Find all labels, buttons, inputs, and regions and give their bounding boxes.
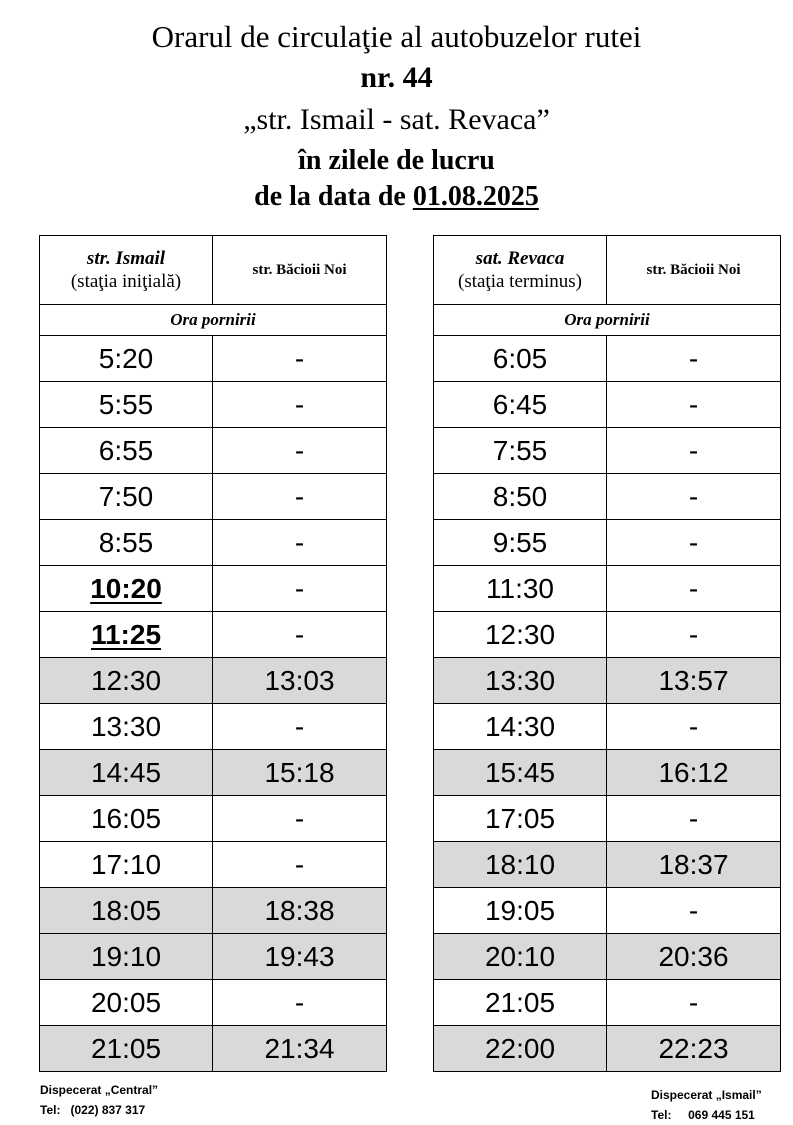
departure-time — [40, 428, 213, 474]
table-row — [40, 566, 387, 612]
mid-stop-time: 19:43 — [213, 934, 387, 980]
mid-stop-time: 18:37 — [607, 842, 781, 888]
departure-time-text: 8:55 — [98, 526, 154, 558]
table-row — [40, 750, 387, 796]
timetable-left — [39, 235, 387, 1072]
departure-time-text: 5:20 — [98, 342, 154, 374]
mid-stop-time: - — [213, 474, 387, 520]
table-row — [434, 704, 781, 750]
mid-stop-time: - — [607, 566, 781, 612]
table-row — [434, 888, 781, 934]
table-row — [434, 428, 781, 474]
departure-time-text: 21:05 — [484, 986, 556, 1018]
departure-time-text: 7:55 — [492, 434, 548, 466]
mid-stop-time: 15:18 — [213, 750, 387, 796]
table-row — [434, 842, 781, 888]
departure-time — [434, 428, 607, 474]
departure-time-text: 19:10 — [90, 940, 162, 972]
phone-label: Tel: — [651, 1108, 672, 1122]
departure-time-text: 14:45 — [90, 756, 162, 788]
departure-time — [40, 704, 213, 750]
mid-stop-time: - — [607, 888, 781, 934]
departure-time-text: 19:05 — [484, 894, 556, 926]
mid-stop-time: - — [213, 704, 387, 750]
departure-time — [434, 704, 607, 750]
table-row — [40, 520, 387, 566]
departure-time — [434, 888, 607, 934]
departure-time-text: 15:45 — [484, 756, 556, 788]
mid-stop-time: - — [607, 382, 781, 428]
table-row — [434, 474, 781, 520]
departure-time — [434, 566, 607, 612]
footer-dispatch-ismail — [651, 1085, 762, 1125]
table-row — [434, 750, 781, 796]
table-row — [40, 428, 387, 474]
phone-number: (022) 837 317 — [70, 1103, 146, 1117]
table-row — [40, 796, 387, 842]
departure-time-text: 10:20 — [90, 572, 162, 604]
route-number: nr. 44 — [360, 61, 433, 94]
mid-stop-time: - — [607, 428, 781, 474]
mid-stop-time: - — [213, 842, 387, 888]
phone-label: Tel: — [40, 1103, 61, 1117]
departure-time — [434, 934, 607, 980]
departure-time — [434, 382, 607, 428]
table-row — [40, 934, 387, 980]
departure-time-text: 7:50 — [98, 480, 154, 512]
mid-stop-time: - — [213, 612, 387, 658]
start-stop-note: (staţia iniţială) — [70, 271, 182, 292]
departure-time — [40, 336, 213, 382]
table-row — [434, 382, 781, 428]
route-name: „str. Ismail - sat. Revaca” — [243, 103, 550, 136]
departure-time-text: 6:55 — [98, 434, 154, 466]
departure-time — [434, 796, 607, 842]
mid-stop-time: 21:34 — [213, 1026, 387, 1072]
table-row — [434, 612, 781, 658]
mid-stop-header: str. Băcioii Noi — [607, 236, 781, 305]
mid-stop-time: - — [213, 796, 387, 842]
departure-time-text: 20:10 — [484, 940, 556, 972]
mid-stop-header: str. Băcioii Noi — [213, 236, 387, 305]
departure-time — [434, 474, 607, 520]
departure-time — [434, 842, 607, 888]
table-row — [434, 980, 781, 1026]
departure-time-text: 16:05 — [90, 802, 162, 834]
dispatch-phone-line — [651, 1105, 762, 1125]
mid-stop-time: - — [213, 980, 387, 1026]
mid-stop-time: - — [213, 566, 387, 612]
start-stop-name: str. Ismail — [86, 248, 166, 269]
departure-time-text: 8:50 — [492, 480, 548, 512]
phone-number: 069 445 151 — [688, 1108, 755, 1122]
table-row — [40, 474, 387, 520]
timetable-right — [433, 235, 781, 1072]
table-row — [40, 888, 387, 934]
title-line: Orarul de circulaţie al autobuzelor rutei — [151, 19, 642, 54]
departure-time — [40, 612, 213, 658]
departure-time — [434, 336, 607, 382]
mid-stop-time: 22:23 — [607, 1026, 781, 1072]
departure-time — [434, 980, 607, 1026]
departure-time — [40, 888, 213, 934]
table-row — [40, 842, 387, 888]
mid-stop-time: - — [607, 980, 781, 1026]
table-row — [40, 704, 387, 750]
departure-time — [40, 658, 213, 704]
table-row — [434, 934, 781, 980]
departure-time — [40, 1026, 213, 1072]
departure-time — [40, 520, 213, 566]
dispatch-name: Dispecerat „Central” — [40, 1083, 159, 1097]
mid-stop-time: - — [213, 520, 387, 566]
departure-time — [40, 796, 213, 842]
departure-time — [40, 566, 213, 612]
departure-time-text: 12:30 — [90, 664, 162, 696]
table-row — [434, 1026, 781, 1072]
departure-time-text: 18:05 — [90, 894, 162, 926]
departure-time-text: 20:05 — [90, 986, 162, 1018]
departure-time-text: 17:10 — [90, 848, 162, 880]
start-stop-header — [434, 236, 607, 305]
mid-stop-time: - — [213, 428, 387, 474]
departure-time-text: 14:30 — [484, 710, 556, 742]
departure-time — [40, 382, 213, 428]
table-row — [40, 980, 387, 1026]
dispatch-name: Dispecerat „Ismail” — [651, 1088, 762, 1102]
mid-stop-time: 16:12 — [607, 750, 781, 796]
mid-stop-time: - — [607, 474, 781, 520]
departure-time-text: 13:30 — [90, 710, 162, 742]
start-stop-note: (staţia terminus) — [458, 271, 582, 292]
departure-time-text: 6:45 — [492, 388, 548, 420]
mid-stop-time: - — [607, 612, 781, 658]
departure-time — [434, 612, 607, 658]
mid-stop-time: - — [213, 336, 387, 382]
mid-stop-time: 13:03 — [213, 658, 387, 704]
departure-time-text: 18:10 — [484, 848, 556, 880]
departure-time — [434, 1026, 607, 1072]
effective-date: 01.08.2025 — [412, 181, 539, 212]
table-row — [434, 658, 781, 704]
table-row — [434, 520, 781, 566]
departure-time — [40, 474, 213, 520]
table-row — [40, 1026, 387, 1072]
mid-stop-time: - — [607, 704, 781, 750]
departure-time — [40, 842, 213, 888]
departure-time-text: 17:05 — [484, 802, 556, 834]
departure-time-text: 11:25 — [90, 618, 162, 650]
departure-time — [434, 658, 607, 704]
departure-time — [434, 750, 607, 796]
departure-subheader: Ora pornirii — [40, 305, 387, 336]
table-row — [40, 336, 387, 382]
mid-stop-time: 20:36 — [607, 934, 781, 980]
departure-subheader: Ora pornirii — [434, 305, 781, 336]
mid-stop-time: 13:57 — [607, 658, 781, 704]
departure-time — [40, 980, 213, 1026]
mid-stop-time: - — [607, 520, 781, 566]
table-row — [40, 612, 387, 658]
departure-time — [40, 750, 213, 796]
footer-dispatch-central — [40, 1080, 158, 1120]
dispatch-phone-line — [40, 1100, 158, 1120]
effective-date-prefix: de la data de — [254, 181, 413, 212]
effective-date-line — [0, 181, 793, 213]
table-row — [434, 336, 781, 382]
departure-time — [434, 520, 607, 566]
table-row — [40, 382, 387, 428]
mid-stop-time: 18:38 — [213, 888, 387, 934]
mid-stop-time: - — [213, 382, 387, 428]
departure-time-text: 21:05 — [90, 1032, 162, 1064]
departure-time-text: 22:00 — [484, 1032, 556, 1064]
mid-stop-time: - — [607, 336, 781, 382]
mid-stop-time: - — [607, 796, 781, 842]
departure-time-text: 9:55 — [492, 526, 548, 558]
table-row — [434, 566, 781, 612]
departure-time — [40, 934, 213, 980]
departure-time-text: 13:30 — [484, 664, 556, 696]
departure-time-text: 5:55 — [98, 388, 154, 420]
start-stop-header — [40, 236, 213, 305]
departure-time-text: 6:05 — [492, 342, 548, 374]
table-row — [40, 658, 387, 704]
departure-time-text: 11:30 — [486, 572, 554, 604]
day-type: în zilele de lucru — [298, 145, 495, 176]
start-stop-name: sat. Revaca — [475, 248, 565, 269]
departure-time-text: 12:30 — [484, 618, 556, 650]
table-row — [434, 796, 781, 842]
